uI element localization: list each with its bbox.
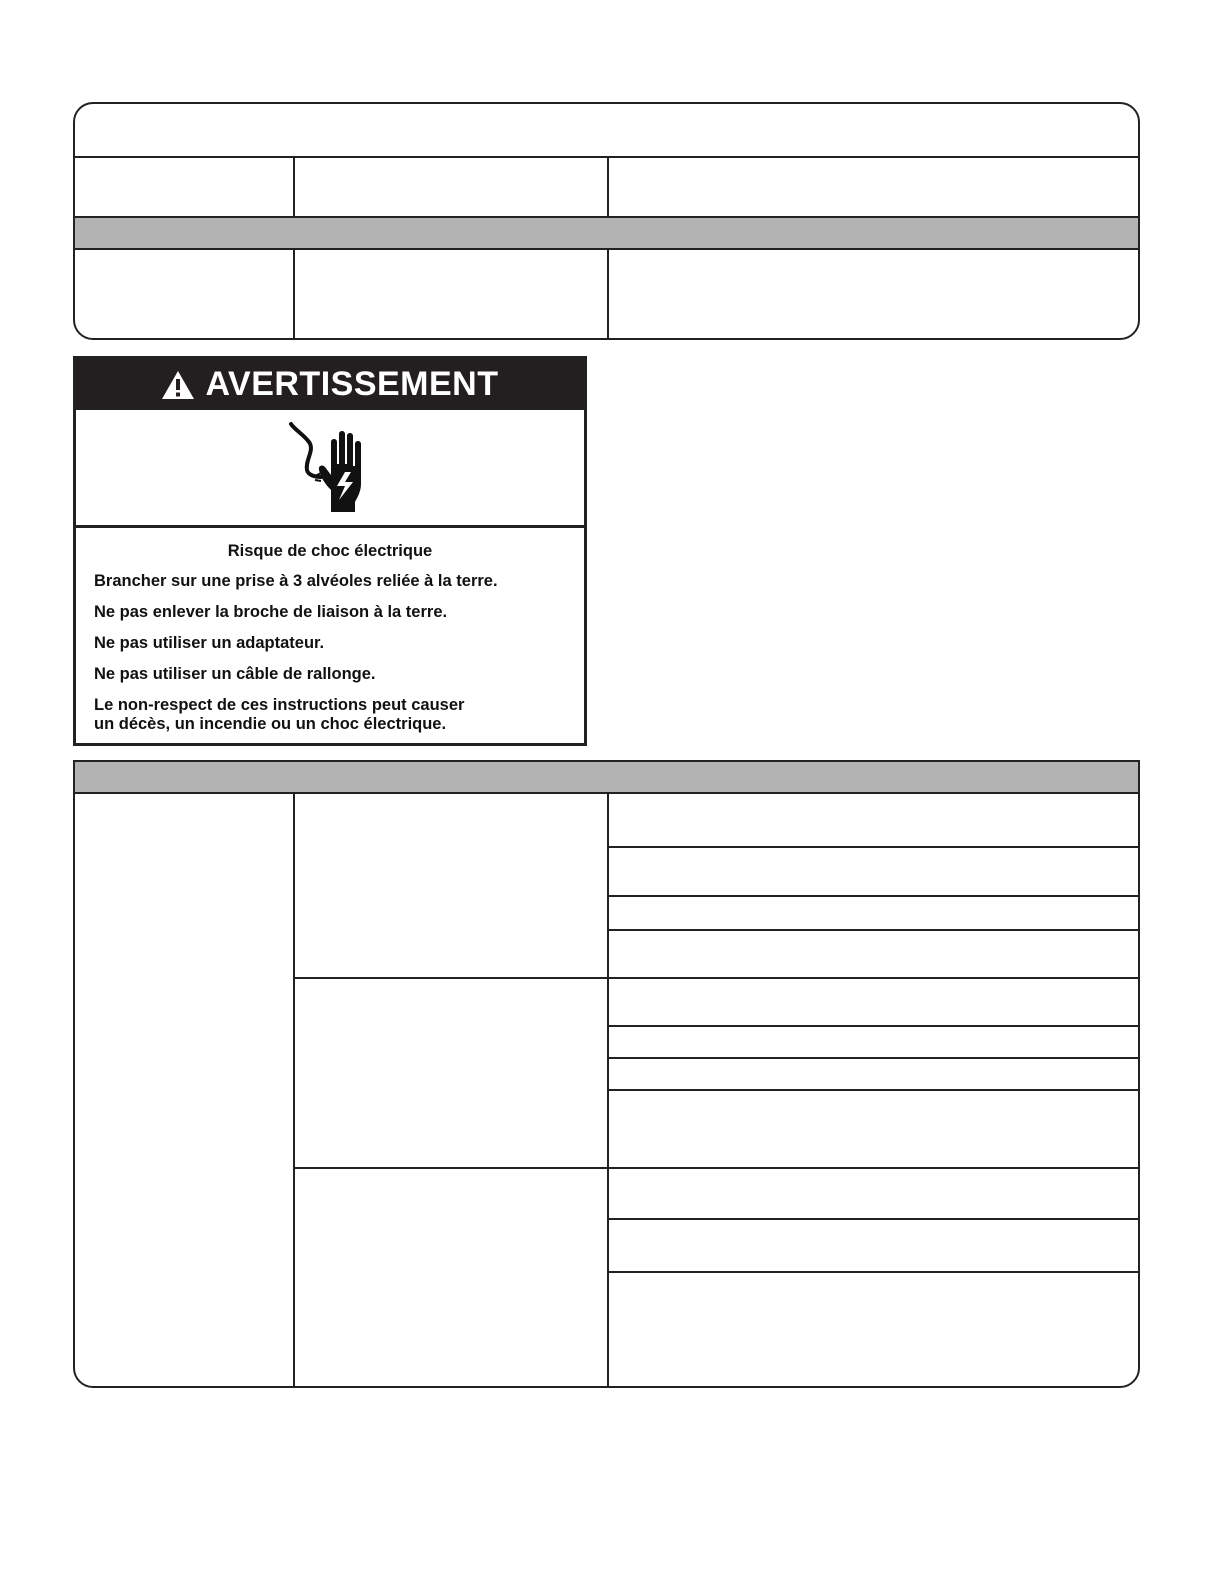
warning-triangle-icon <box>161 370 195 400</box>
warning-title: AVERTISSEMENT <box>205 365 499 403</box>
instruction-line: Ne pas utiliser un adaptateur. <box>94 634 325 652</box>
table-divider <box>609 1025 1138 1027</box>
warning-header <box>76 359 584 410</box>
consequence-line: Le non-respect de ces instructions peut causer <box>94 696 465 714</box>
column-divider <box>607 250 609 338</box>
table-divider <box>609 929 1138 931</box>
risk-heading: Risque de choc électrique <box>227 542 433 560</box>
table-divider <box>609 1271 1138 1273</box>
instruction-line: Brancher sur une prise à 3 alvéoles reliée à la terre. <box>94 572 498 590</box>
section-header-band <box>75 762 1138 792</box>
consequence-line: un décès, un incendie ou un choc électrique. <box>94 715 447 733</box>
table-divider <box>295 977 1138 979</box>
table-divider <box>609 1057 1138 1059</box>
table-divider <box>295 1167 1138 1169</box>
electric-shock-hand-icon <box>285 420 375 515</box>
section-header-band <box>75 218 1138 248</box>
table-divider <box>609 1089 1138 1091</box>
electrical-warning-box <box>73 356 587 746</box>
warning-body <box>76 528 584 743</box>
column-divider <box>293 794 295 1386</box>
column-divider <box>607 156 609 218</box>
shock-icon-area <box>76 410 584 528</box>
troubleshooting-table-bottom <box>73 760 1140 1388</box>
column-divider <box>293 250 295 338</box>
troubleshooting-table-top <box>73 102 1140 340</box>
table-divider <box>609 1218 1138 1220</box>
instruction-line: Ne pas enlever la broche de liaison à la terre. <box>94 603 448 621</box>
instruction-line: Ne pas utiliser un câble de rallonge. <box>94 665 376 683</box>
column-divider <box>293 156 295 218</box>
table-divider <box>609 895 1138 897</box>
table-divider <box>609 846 1138 848</box>
